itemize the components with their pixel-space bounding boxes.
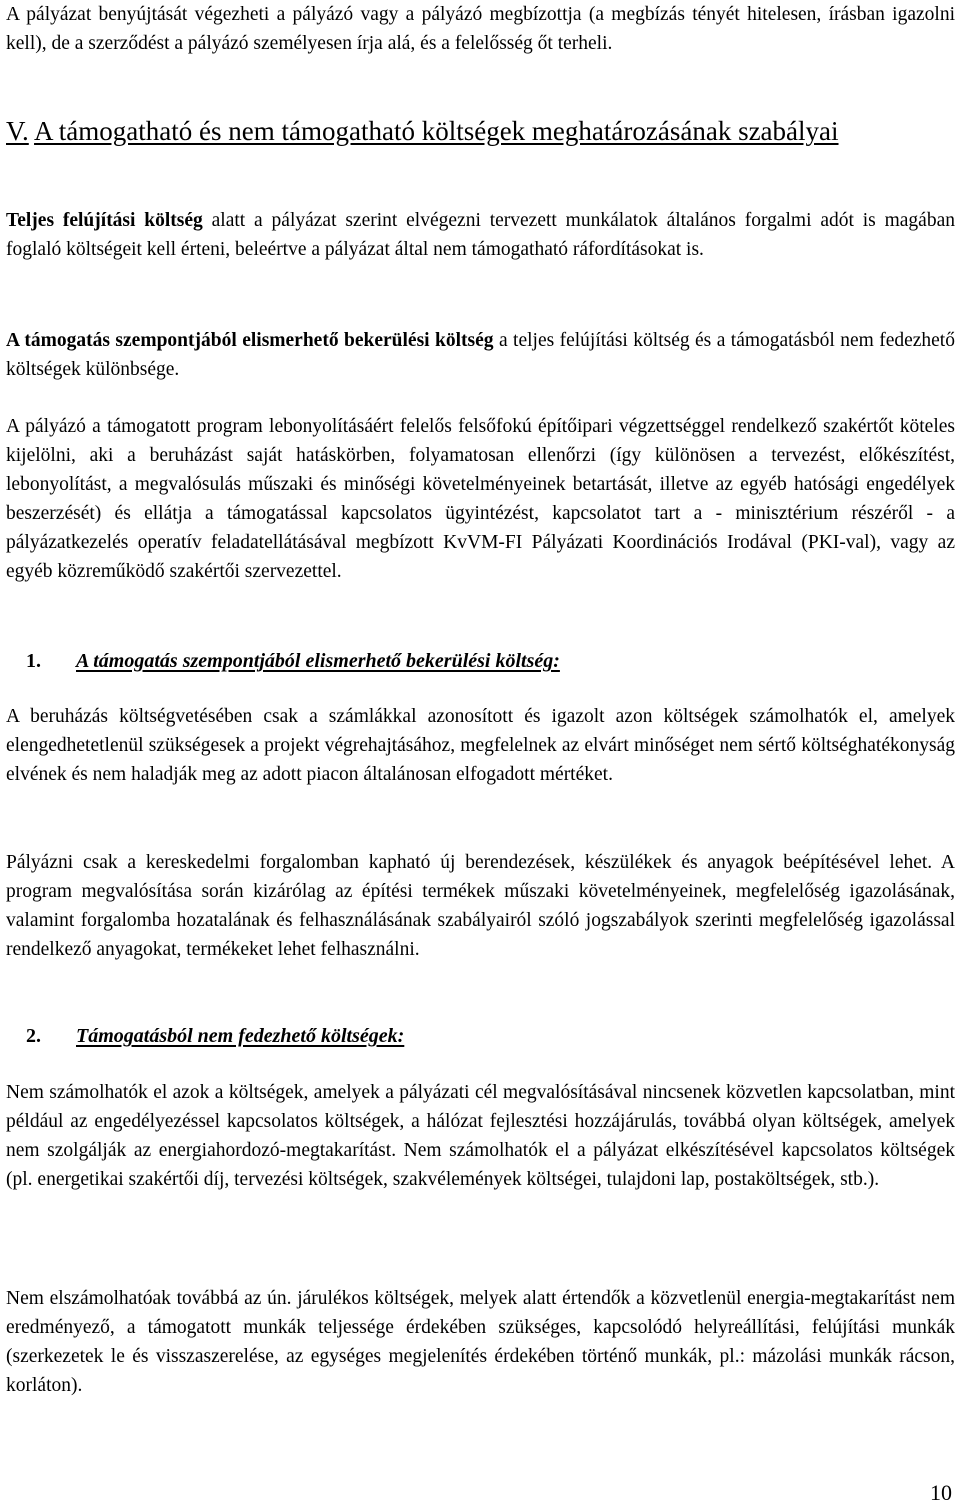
- section-heading: [6, 113, 955, 149]
- subsection-2-heading: [26, 1022, 404, 1051]
- sub2-paragraph-a: Nem számolhatók el azok a költségek, amelyek a pályázati cél megvalósításával nincsenek közvetlen kapcsolatban, mint például az engedélyezéssel kapcsolatos költségek, a hálózat fejlesztési hozzájárulás, továbbá olyan költségek, amelyek nem szolgálják az energiahordozó-megtakarítást. Nem számolhatók el a pályázat elkészítésével kapcsolatos költségek (pl. energetikai szakértői díj, tervezési költségek, szakvélemények költségei, tulajdoni lap, postaköltségek, stb.).: [6, 1082, 955, 1190]
- sub2-paragraph-b: Nem elszámolhatóak továbbá az ún. járulékos költségek, melyek alatt értendők a közvetlenül energia-megtakarítást nem eredményező, a támogatott munkák teljessége érdekében szükséges, kapcsolódó helyreállítási, felújítási munkák (szerkezetek le és visszaszerelése, az egységes megjelenítés érdekében történő munkák, pl.: mázolási munkák rácson, korláton).: [6, 1288, 955, 1396]
- total-cost-paragraph: [6, 206, 955, 264]
- total-cost-term: Teljes felújítási költség: [6, 210, 203, 231]
- section-title: A támogatható és nem támogatható költségek meghatározásának szabályai: [34, 116, 839, 146]
- sub1-paragraph-b: Pályázni csak a kereskedelmi forgalomban kapható új berendezések, készülékek és anyagok beépítésével lehet. A program megvalósítása során kizárólag az építési termékek műszaki követelményeinek, megfelelőség igazolásának, valamint forgalomba hozatalának és felhasználásának szabályairól szóló jogszabályok szerinti megfelelőség igazolással rendelkező anyagokat, termékeket lehet felhasználni.: [6, 852, 955, 960]
- page-number: 10: [930, 1480, 952, 1505]
- subsection-2-title: Támogatásból nem fedezhető költségek:: [76, 1025, 405, 1047]
- expert-paragraph: A pályázó a támogatott program lebonyolításáért felelős felsőfokú építőipari végzettséggel rendelkező szakértőt köteles kijelölni, aki a beruházást saját hatáskörben, folyamatosan ellenőrzi (így különösen a tervezést, előkészítést, lebonyolítást, a megvalósulás műszaki és minőségi követelményeinek betartását, illetve az egyéb hatósági engedélyek beszerzését) és ellátja a támogatással kapcsolatos ügyintézést, kapcsolatot tart a - minisztérium részéről - a pályázatkezelés operatív feladatellátásával megbízott KvVM-FI Pályázati Koordinációs Irodával (PKI-val), vagy az egyéb közreműködő szakértői szervezettel.: [6, 416, 955, 582]
- eligible-cost-paragraph: [6, 326, 955, 384]
- intro-paragraph: A pályázat benyújtását végezheti a pályázó vagy a pályázó megbízottja (a megbízás tényét hitelesen, írásban igazolni kell), de a szerződést a pályázó személyesen írja alá, és a felelősség őt terheli.: [6, 4, 955, 54]
- subsection-1-number: 1.: [26, 650, 41, 672]
- subsection-1-title: A támogatás szempontjából elismerhető bekerülési költség:: [76, 650, 560, 672]
- subsection-2-number: 2.: [26, 1025, 41, 1047]
- eligible-cost-definition: a teljes felújítási költség és a támogatásból nem fedezhető költségek különbsége.: [6, 330, 955, 380]
- sub1-paragraph-a: A beruházás költségvetésében csak a számlákkal azonosított és igazolt azon költségek számolhatók el, amelyek elengedhetetlenül szükségesek a projekt végrehajtásához, megfelelnek az elvárt minőséget nem sértő költséghatékonyság elvének és nem haladják meg az adott piacon általánosan elfogadott mértéket.: [6, 706, 955, 785]
- subsection-1-heading: [26, 647, 560, 676]
- total-cost-definition: alatt a pályázat szerint elvégezni tervezett munkálatok általános forgalmi adót is magában foglaló költségeit kell érteni, beleértve a pályázat által nem támogatható ráfordításokat is.: [6, 210, 955, 260]
- eligible-cost-term: A támogatás szempontjából elismerhető bekerülési költség: [6, 330, 494, 351]
- section-number: V.: [6, 116, 29, 146]
